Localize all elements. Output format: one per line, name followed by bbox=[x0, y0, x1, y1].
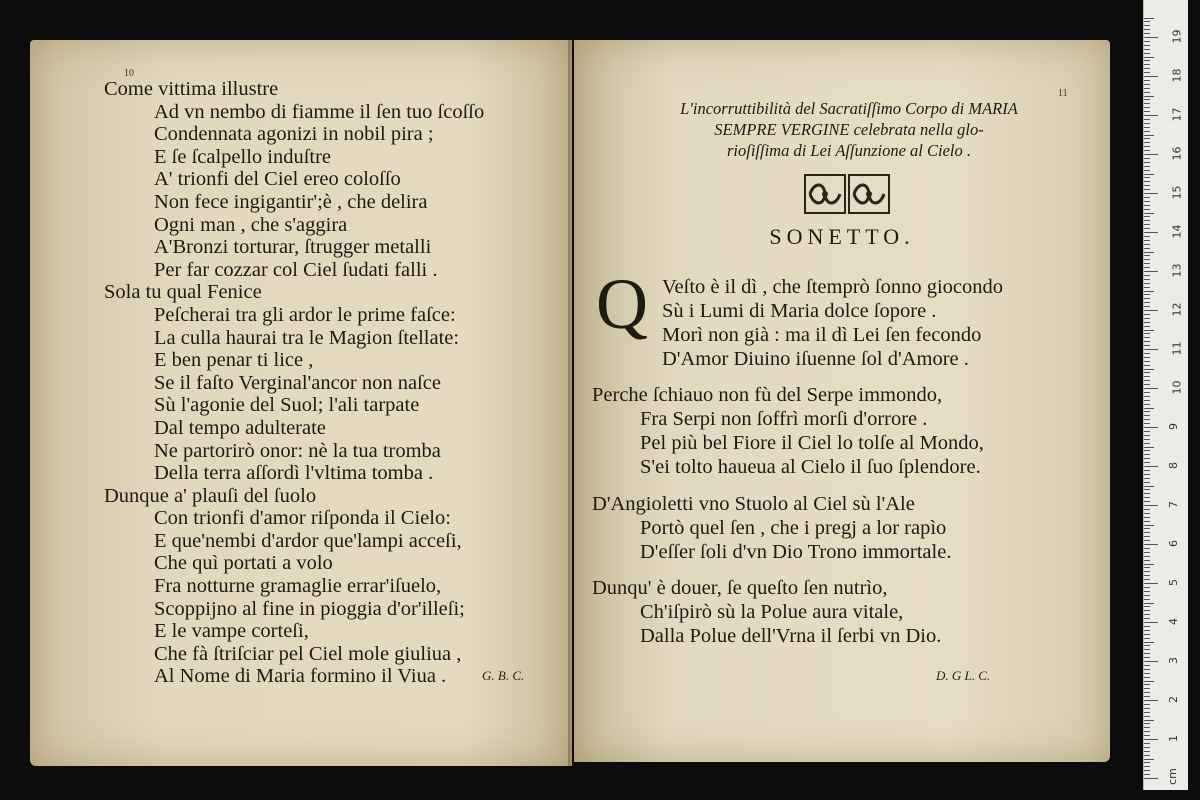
ruler-tick bbox=[1144, 610, 1150, 611]
sonnet-line: Perche ſchiauo non fù del Serpe immondo, bbox=[592, 384, 943, 406]
ruler-tick bbox=[1144, 310, 1158, 311]
ruler-tick bbox=[1144, 536, 1150, 537]
sonnet-line: Sù i Lumi di Maria dolce ſopore . bbox=[662, 300, 937, 322]
ruler-tick bbox=[1144, 337, 1150, 338]
poem-line: Della terra aſſordì l'vltima tomba . bbox=[154, 462, 434, 485]
poem-line: Che fà ſtriſciar pel Ciel mole giuliua , bbox=[154, 642, 462, 665]
ruler-tick bbox=[1144, 599, 1150, 600]
ruler-number: 8 bbox=[1167, 462, 1180, 469]
ruler-tick bbox=[1144, 96, 1154, 97]
ruler-number: 12 bbox=[1170, 302, 1184, 317]
ruler-tick bbox=[1144, 622, 1158, 623]
ruler-tick bbox=[1144, 162, 1150, 163]
ruler-tick bbox=[1144, 567, 1150, 568]
page-number: 11 bbox=[1058, 88, 1068, 99]
ruler-tick bbox=[1144, 298, 1150, 299]
ruler-tick bbox=[1144, 220, 1150, 221]
sonnet-line: Dalla Polue dell'Vrna il ſerbi vn Dio. bbox=[640, 625, 942, 647]
ruler-tick bbox=[1144, 314, 1150, 315]
ruler-tick bbox=[1144, 396, 1150, 397]
ruler-tick bbox=[1144, 478, 1150, 479]
page-number: 10 bbox=[124, 68, 134, 79]
ruler-tick bbox=[1144, 376, 1150, 377]
ruler-number: 7 bbox=[1167, 501, 1180, 508]
ruler-tick bbox=[1144, 606, 1150, 607]
ruler-tick bbox=[1144, 349, 1158, 350]
ruler-tick bbox=[1144, 154, 1158, 155]
ruler-tick bbox=[1144, 127, 1150, 128]
ruler-tick bbox=[1144, 248, 1150, 249]
ruler-tick bbox=[1144, 80, 1150, 81]
ruler-tick bbox=[1144, 747, 1150, 748]
ruler-tick bbox=[1144, 575, 1150, 576]
ruler-tick bbox=[1144, 76, 1158, 77]
ruler-tick bbox=[1144, 505, 1158, 506]
ruler-tick bbox=[1144, 345, 1150, 346]
ruler-tick bbox=[1144, 517, 1150, 518]
ruler-tick bbox=[1144, 287, 1150, 288]
ruler-number: 19 bbox=[1170, 29, 1184, 44]
ruler-tick bbox=[1144, 53, 1150, 54]
ruler-tick bbox=[1144, 431, 1150, 432]
sonnet-line: D'Amor Diuino iſuenne ſol d'Amore . bbox=[662, 348, 969, 370]
ruler-tick bbox=[1144, 224, 1150, 225]
ruler-tick bbox=[1144, 778, 1158, 779]
ruler-tick bbox=[1144, 388, 1158, 389]
stanza bbox=[592, 492, 951, 564]
poem-line: Peſcherai tra gli ardor le prime faſce: bbox=[154, 303, 456, 326]
ruler-tick bbox=[1144, 294, 1150, 295]
ruler-number: 14 bbox=[1170, 224, 1184, 239]
poem-line: A' trionfi del Ciel ereo coloſſo bbox=[154, 168, 401, 191]
ruler-tick bbox=[1144, 84, 1150, 85]
poem-line: E ben penar ti lice , bbox=[154, 349, 314, 372]
ruler-tick bbox=[1144, 68, 1150, 69]
ruler-tick bbox=[1144, 99, 1150, 100]
ruler-tick bbox=[1144, 509, 1150, 510]
ruler-tick bbox=[1144, 626, 1150, 627]
poem-line: Dal tempo adulterate bbox=[154, 416, 326, 439]
ruler-number: 18 bbox=[1170, 68, 1184, 83]
ruler-tick bbox=[1144, 731, 1150, 732]
poem-line: Non fece ingigantir';è , che delira bbox=[154, 190, 428, 213]
poem-line: Scoppijno al fine in pioggia d'or'illeſi; bbox=[154, 597, 465, 620]
ruler-tick bbox=[1144, 739, 1158, 740]
ruler-number: 13 bbox=[1170, 263, 1184, 278]
ruler-tick bbox=[1144, 18, 1154, 19]
poem-line: E le vampe corteſi, bbox=[154, 620, 309, 643]
ruler-number: 2 bbox=[1167, 696, 1180, 703]
ruler-tick bbox=[1144, 501, 1150, 502]
left-page bbox=[30, 40, 572, 766]
left-poem bbox=[104, 78, 484, 688]
ruler-tick bbox=[1144, 762, 1150, 763]
ruler-tick bbox=[1144, 638, 1150, 639]
ruler-number: 11 bbox=[1170, 341, 1184, 356]
ruler-tick bbox=[1144, 657, 1150, 658]
poem-line: Ad vn nembo di fiamme il ſen tuo ſcoſſo bbox=[154, 100, 485, 123]
ruler-tick bbox=[1144, 603, 1154, 604]
ruler-tick bbox=[1144, 158, 1150, 159]
ruler-tick bbox=[1144, 556, 1150, 557]
ruler-number: 5 bbox=[1167, 579, 1180, 586]
ruler-tick bbox=[1144, 353, 1150, 354]
ruler-tick bbox=[1144, 462, 1150, 463]
ruler-tick bbox=[1144, 692, 1150, 693]
ruler-tick bbox=[1144, 21, 1150, 22]
ruler-tick bbox=[1144, 642, 1154, 643]
ruler-tick bbox=[1144, 723, 1150, 724]
ruler-tick bbox=[1144, 700, 1158, 701]
ruler-tick bbox=[1144, 392, 1150, 393]
ruler-tick bbox=[1144, 384, 1150, 385]
sonnet-line: Ch'iſpirò sù la Polue aura vitale, bbox=[640, 601, 904, 623]
poem-line: Ne partorirò onor: nè la tua tromba bbox=[154, 439, 441, 462]
ruler-tick bbox=[1144, 302, 1150, 303]
ruler-tick bbox=[1144, 630, 1150, 631]
ruler-tick bbox=[1144, 427, 1158, 428]
poem-line: Sù l'agonie del Suol; l'ali tarpate bbox=[154, 394, 420, 417]
ruler-tick bbox=[1144, 618, 1150, 619]
ruler-tick bbox=[1144, 193, 1158, 194]
ruler-number: 3 bbox=[1167, 657, 1180, 664]
ruler-tick bbox=[1144, 684, 1150, 685]
ruler-tick bbox=[1144, 146, 1150, 147]
ruler-tick bbox=[1144, 727, 1150, 728]
ruler-number: 15 bbox=[1170, 185, 1184, 200]
ruler-tick bbox=[1144, 252, 1154, 253]
ruler-tick bbox=[1144, 365, 1150, 366]
ruler-tick bbox=[1144, 361, 1150, 362]
ruler-tick bbox=[1144, 29, 1150, 30]
ruler-tick bbox=[1144, 704, 1150, 705]
ruler-tick bbox=[1144, 759, 1154, 760]
ruler-tick bbox=[1144, 174, 1154, 175]
ruler-tick bbox=[1144, 123, 1150, 124]
ruler-tick bbox=[1144, 525, 1154, 526]
ruler-tick bbox=[1144, 33, 1150, 34]
ruler-number: 1 bbox=[1167, 735, 1180, 742]
ruler-tick bbox=[1144, 443, 1150, 444]
ruler-tick bbox=[1144, 372, 1150, 373]
ruler-tick bbox=[1144, 454, 1150, 455]
ruler-tick bbox=[1144, 681, 1154, 682]
ruler-tick bbox=[1144, 493, 1150, 494]
ruler-tick bbox=[1144, 357, 1150, 358]
poem-line: Ogni man , che s'aggira bbox=[154, 213, 348, 236]
ruler-tick bbox=[1144, 341, 1150, 342]
ruler-tick bbox=[1144, 774, 1150, 775]
ruler-tick bbox=[1144, 115, 1158, 116]
ruler-tick bbox=[1144, 497, 1150, 498]
ruler-tick bbox=[1144, 560, 1150, 561]
ruler-tick bbox=[1144, 470, 1150, 471]
ruler-tick bbox=[1144, 318, 1150, 319]
ruler-tick bbox=[1144, 267, 1150, 268]
ruler-tick bbox=[1144, 513, 1150, 514]
ruler-tick bbox=[1144, 177, 1150, 178]
ruler-tick bbox=[1144, 60, 1150, 61]
ruler-tick bbox=[1144, 72, 1150, 73]
ruler-unit-label: cm bbox=[1165, 768, 1179, 785]
sonnet-line: D'Angioletti vno Stuolo al Ciel sù l'Ale bbox=[592, 493, 915, 515]
ruler-tick bbox=[1144, 201, 1150, 202]
ruler-tick bbox=[1144, 275, 1150, 276]
ruler-number: 10 bbox=[1170, 380, 1184, 395]
ruler-tick bbox=[1144, 591, 1150, 592]
ruler-tick bbox=[1144, 571, 1150, 572]
ruler-tick bbox=[1144, 135, 1154, 136]
ruler-tick bbox=[1144, 259, 1150, 260]
poem-line: Se il faſto Verginal'ancor non naſce bbox=[154, 371, 441, 394]
ruler-number: 16 bbox=[1170, 146, 1184, 161]
ruler-number: 4 bbox=[1167, 618, 1180, 625]
poem-line: Per far cozzar col Ciel ſudati falli . bbox=[154, 258, 438, 281]
ruler-tick bbox=[1144, 213, 1154, 214]
sonnet-line: Fra Serpi non ſoffrì morſi d'orrore . bbox=[640, 408, 928, 430]
ruler-tick bbox=[1144, 142, 1150, 143]
ruler-tick bbox=[1144, 677, 1150, 678]
ornament-icon bbox=[804, 174, 890, 214]
poem-line: A'Bronzi torturar, ſtrugger metalli bbox=[154, 236, 432, 259]
ruler-tick bbox=[1144, 649, 1150, 650]
ruler-tick bbox=[1144, 131, 1150, 132]
ruler-tick bbox=[1144, 166, 1150, 167]
signature: G. B. C. bbox=[482, 668, 525, 683]
ruler-number: 17 bbox=[1170, 107, 1184, 122]
ruler-tick bbox=[1144, 540, 1150, 541]
ruler-tick bbox=[1144, 322, 1150, 323]
ruler-tick bbox=[1144, 755, 1150, 756]
ruler-tick bbox=[1144, 404, 1150, 405]
sonnet-heading: SONETTO. bbox=[769, 224, 915, 249]
poem-line: E que'nembi d'ardor que'lampi acceſi, bbox=[154, 529, 462, 552]
poem-line: Sola tu qual Fenice bbox=[104, 281, 262, 304]
stanza bbox=[592, 275, 1003, 371]
ruler-tick bbox=[1144, 88, 1150, 89]
ruler-tick bbox=[1144, 119, 1150, 120]
ruler-tick bbox=[1144, 216, 1150, 217]
ruler-tick bbox=[1144, 450, 1150, 451]
ruler-tick bbox=[1144, 548, 1150, 549]
ruler-tick bbox=[1144, 447, 1154, 448]
ruler-tick bbox=[1144, 696, 1150, 697]
poem-line: Che quì portati a volo bbox=[154, 552, 333, 575]
ruler-number: 9 bbox=[1167, 423, 1180, 430]
poem-line: La culla haurai tra le Magion ſtellate: bbox=[154, 326, 460, 349]
ruler-tick bbox=[1144, 486, 1154, 487]
ruler-tick bbox=[1144, 232, 1158, 233]
ruler-tick bbox=[1144, 579, 1150, 580]
ruler-tick bbox=[1144, 419, 1150, 420]
ruler-tick bbox=[1144, 181, 1150, 182]
ruler-tick bbox=[1144, 41, 1150, 42]
ruler-tick bbox=[1144, 712, 1150, 713]
ruler-tick bbox=[1144, 415, 1150, 416]
ruler-tick bbox=[1144, 25, 1150, 26]
poem-line: Condennata agonizi in nobil pira ; bbox=[154, 123, 434, 146]
ruler-tick bbox=[1144, 583, 1158, 584]
ruler-tick bbox=[1144, 189, 1150, 190]
sonnet-line: Pel più bel Fiore il Ciel lo tolſe al Mondo, bbox=[640, 432, 984, 454]
ruler-tick bbox=[1144, 37, 1158, 38]
ruler-tick bbox=[1144, 766, 1150, 767]
ruler-tick bbox=[1144, 482, 1150, 483]
ruler-tick bbox=[1144, 197, 1150, 198]
ruler-tick bbox=[1144, 751, 1150, 752]
ruler-tick bbox=[1144, 306, 1150, 307]
ruler-tick bbox=[1144, 587, 1150, 588]
ruler-tick bbox=[1144, 466, 1158, 467]
poem-line: E ſe ſcalpello induſtre bbox=[154, 145, 332, 168]
ruler-tick bbox=[1144, 283, 1150, 284]
sonnet-line: S'ei tolto haueua al Cielo il ſuo ſplendore. bbox=[640, 456, 981, 478]
ruler-tick bbox=[1144, 614, 1150, 615]
ruler-tick bbox=[1144, 263, 1150, 264]
title-line: rioſiſſima di Lei Aſſunzione al Cielo . bbox=[727, 141, 971, 160]
ruler-tick bbox=[1144, 669, 1150, 670]
ruler-tick bbox=[1144, 244, 1150, 245]
ruler-tick bbox=[1144, 236, 1150, 237]
ruler-tick bbox=[1144, 209, 1150, 210]
ruler-number: 6 bbox=[1167, 540, 1180, 547]
ruler-tick bbox=[1144, 240, 1150, 241]
ruler-tick bbox=[1144, 279, 1150, 280]
ruler-tick bbox=[1144, 64, 1150, 65]
poem-title bbox=[614, 98, 1084, 161]
ruler-tick bbox=[1144, 423, 1150, 424]
ruler-tick bbox=[1144, 291, 1154, 292]
ruler-tick bbox=[1144, 138, 1150, 139]
ruler-tick bbox=[1144, 408, 1154, 409]
ruler-tick bbox=[1144, 330, 1154, 331]
ruler-tick bbox=[1144, 528, 1150, 529]
drop-cap: Q bbox=[596, 264, 648, 344]
ruler-tick bbox=[1144, 735, 1150, 736]
sonnet-line: Portò quel ſen , che i pregj a lor rapìo bbox=[640, 517, 947, 539]
poem-line: Con trionfi d'amor riſponda il Cielo: bbox=[154, 507, 451, 530]
ruler-tick bbox=[1144, 326, 1150, 327]
ruler-tick bbox=[1144, 111, 1150, 112]
title-line: SEMPRE VERGINE celebrata nella glo- bbox=[714, 120, 984, 139]
book-gutter bbox=[568, 40, 580, 766]
ruler-tick bbox=[1144, 489, 1150, 490]
sonnet-line: D'eſſer ſoli d'vn Dio Trono immortale. bbox=[640, 541, 952, 563]
poem-line: Come vittima illustre bbox=[104, 78, 279, 100]
ruler-tick bbox=[1144, 564, 1154, 565]
ruler-tick bbox=[1144, 435, 1150, 436]
ruler-tick bbox=[1144, 49, 1150, 50]
sonnet-line: Morì non già : ma il dì Lei ſen fecondo bbox=[662, 324, 982, 346]
ruler-tick bbox=[1144, 228, 1150, 229]
ruler-tick bbox=[1144, 150, 1150, 151]
ruler-tick bbox=[1144, 544, 1158, 545]
ruler-tick bbox=[1144, 708, 1150, 709]
ruler-tick bbox=[1144, 380, 1150, 381]
ruler-tick bbox=[1144, 532, 1150, 533]
ruler-tick bbox=[1144, 92, 1150, 93]
ruler-tick bbox=[1144, 743, 1150, 744]
right-page bbox=[574, 40, 1110, 762]
ruler-tick bbox=[1144, 411, 1150, 412]
ruler-tick bbox=[1144, 458, 1150, 459]
ruler-tick bbox=[1144, 255, 1150, 256]
stanza bbox=[592, 576, 941, 648]
poem-line: Al Nome di Maria formino il Viua . bbox=[154, 665, 447, 688]
stanza bbox=[592, 383, 984, 479]
sonnet-line: Dunqu' è douer, ſe queſto ſen nutrìo, bbox=[592, 577, 888, 599]
poem-line: Dunque a' plauſi del ſuolo bbox=[104, 484, 317, 507]
sonnet-line: Veſto è il dì , che ſtemprò ſonno giocondo bbox=[662, 276, 1004, 298]
ruler-tick bbox=[1144, 271, 1158, 272]
ruler-tick bbox=[1144, 653, 1150, 654]
ruler-tick bbox=[1144, 369, 1154, 370]
ruler-tick bbox=[1144, 103, 1150, 104]
ruler-tick bbox=[1144, 688, 1150, 689]
signature: D. G L. C. bbox=[936, 668, 991, 683]
ruler-tick bbox=[1144, 185, 1150, 186]
ruler-tick bbox=[1144, 665, 1150, 666]
ruler-tick bbox=[1144, 673, 1150, 674]
ruler-tick bbox=[1144, 720, 1154, 721]
ruler-tick bbox=[1144, 661, 1158, 662]
ruler-tick bbox=[1144, 439, 1150, 440]
ruler-tick bbox=[1144, 45, 1150, 46]
ruler-tick bbox=[1144, 333, 1150, 334]
measuring-ruler bbox=[1143, 0, 1188, 790]
ruler-tick bbox=[1144, 170, 1150, 171]
ruler-tick bbox=[1144, 770, 1150, 771]
poem-line: Fra notturne gramaglie errar'iſuelo, bbox=[154, 575, 442, 598]
ruler-tick bbox=[1144, 474, 1150, 475]
ruler-tick bbox=[1144, 595, 1150, 596]
ruler-tick bbox=[1144, 645, 1150, 646]
ruler-tick bbox=[1144, 552, 1150, 553]
ruler-tick bbox=[1144, 57, 1154, 58]
title-line: L'incorruttibilità del Sacratiſſimo Corpo di MARIA bbox=[680, 99, 1018, 118]
ruler-tick bbox=[1144, 400, 1150, 401]
ruler-tick bbox=[1144, 716, 1150, 717]
ruler-tick bbox=[1144, 107, 1150, 108]
ruler-tick bbox=[1144, 634, 1150, 635]
ruler-tick bbox=[1144, 521, 1150, 522]
ruler-tick bbox=[1144, 205, 1150, 206]
